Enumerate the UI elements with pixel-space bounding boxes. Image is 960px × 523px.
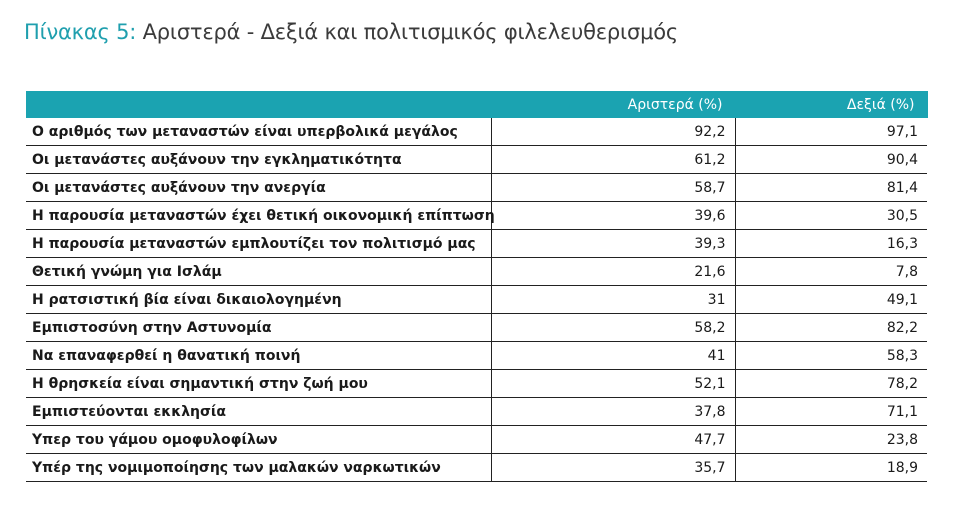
right-value: 58,3 (735, 342, 927, 370)
table-row (26, 258, 927, 286)
left-value: 39,6 (491, 202, 735, 230)
header-cell-left: Αριστερά (%) (491, 91, 735, 118)
right-value: 78,2 (735, 370, 927, 398)
table-row (26, 342, 927, 370)
row-label: Θετική γνώμη για Ισλάμ (26, 258, 491, 286)
left-value: 47,7 (491, 426, 735, 454)
left-value: 61,2 (491, 146, 735, 174)
row-label: Εμπιστεύονται εκκλησία (26, 398, 491, 426)
right-value: 16,3 (735, 230, 927, 258)
left-value: 58,7 (491, 174, 735, 202)
row-label: Υπέρ της νομιμοποίησης των μαλακών ναρκωτικών (26, 454, 491, 482)
table-title-text: Αριστερά - Δεξιά και πολιτισμικός φιλελευθερισμός (142, 20, 679, 44)
data-table (26, 91, 928, 482)
row-label: Να επαναφερθεί η θανατική ποινή (26, 342, 491, 370)
left-value: 37,8 (491, 398, 735, 426)
left-value: 35,7 (491, 454, 735, 482)
table-row (26, 398, 927, 426)
row-label: Η παρουσία μεταναστών έχει θετική οικονομική επίπτωση (26, 202, 491, 230)
left-value: 31 (491, 286, 735, 314)
right-value: 49,1 (735, 286, 927, 314)
right-value: 81,4 (735, 174, 927, 202)
header-cell-label (26, 91, 491, 118)
left-value: 52,1 (491, 370, 735, 398)
right-value: 90,4 (735, 146, 927, 174)
left-value: 92,2 (491, 118, 735, 146)
header-cell-right: Δεξιά (%) (735, 91, 927, 118)
right-value: 71,1 (735, 398, 927, 426)
left-value: 21,6 (491, 258, 735, 286)
right-value: 23,8 (735, 426, 927, 454)
row-label: Η παρουσία μεταναστών εμπλουτίζει τον πολιτισμό μας (26, 230, 491, 258)
table-number-label: Πίνακας 5: (24, 20, 137, 44)
left-value: 58,2 (491, 314, 735, 342)
right-value: 30,5 (735, 202, 927, 230)
right-value: 97,1 (735, 118, 927, 146)
table-row (26, 146, 927, 174)
left-value: 39,3 (491, 230, 735, 258)
table-row (26, 286, 927, 314)
table-row (26, 314, 927, 342)
table-row (26, 118, 927, 146)
table-row (26, 174, 927, 202)
row-label: Οι μετανάστες αυξάνουν την εγκληματικότητα (26, 146, 491, 174)
left-value: 41 (491, 342, 735, 370)
row-label: Η θρησκεία είναι σημαντική στην ζωή μου (26, 370, 491, 398)
table-row (26, 454, 927, 482)
table-header-row (26, 91, 927, 118)
row-label: Εμπιστοσύνη στην Αστυνομία (26, 314, 491, 342)
table-row (26, 370, 927, 398)
right-value: 7,8 (735, 258, 927, 286)
row-label: Ο αριθμός των μεταναστών είναι υπερβολικά μεγάλος (26, 118, 491, 146)
table-title (24, 17, 678, 47)
row-label: Οι μετανάστες αυξάνουν την ανεργία (26, 174, 491, 202)
table-row (26, 202, 927, 230)
table-row (26, 230, 927, 258)
right-value: 82,2 (735, 314, 927, 342)
table-row (26, 426, 927, 454)
row-label: Η ρατσιστική βία είναι δικαιολογημένη (26, 286, 491, 314)
right-value: 18,9 (735, 454, 927, 482)
row-label: Υπερ του γάμου ομοφυλοφίλων (26, 426, 491, 454)
